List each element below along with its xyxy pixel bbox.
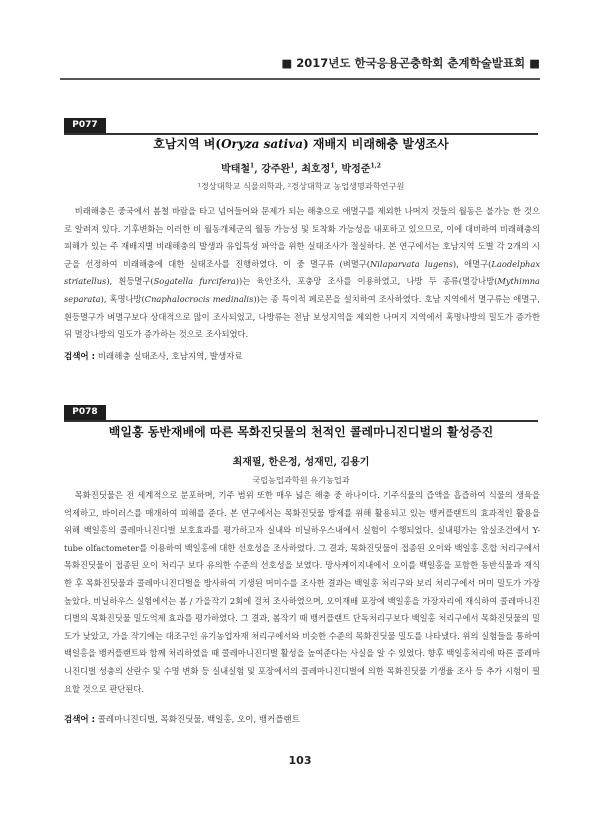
abstract-title: 호남지역 벼(Oryza sativa) 재배지 비래해충 발생조사 [153,137,449,151]
keywords-label: 검색어 : [64,352,95,362]
author-name: 성재민 [304,457,334,468]
species-name: Nilaparvata lugens [370,258,453,269]
abstract-title: 백일홍 동반재배에 따른 목화진딧물의 천적인 콜레마니진디벌의 활성증진 [108,425,494,439]
author-affiliation-mark: 1 [250,162,255,170]
text-run: ), 흰등멸구( [106,276,154,287]
author-name: 김용기 [340,457,370,468]
author-name: 박정준 [341,164,371,175]
author-affiliation-mark: 1 [330,162,335,170]
keywords-text: 콜레마니진디벌, 목화진딧물, 백일홍, 오이, 뱅커플랜트 [97,715,300,725]
species-name: Laodelphax striatellus [64,258,541,287]
affiliation: 국립농업과학원 유기농업과 [252,475,350,485]
keywords-text: 비래해충 실태조사, 호남지역, 발생자료 [97,352,243,362]
text-run: 목화진딧물은 전 세계적으로 분포하며, 기주 범위 또한 매우 넓은 해충 중 하나이다. 기주식물의 즙액을 흡즙하여 식물의 생육을 억제하고, 바이러스를 매개하여 피해를 준다. 본 연구에서는 목화진딧물 방제를 위해 활용되고 있는 뱅커플랜트의 효과적인 활용을 위해 백일홍의 콜레마니진디벌 보호효과를 평가하고자 실내와 비닐하우스내에서 실험이 수행되었다. 실내평가는 암실조건에서 Y- tube olfactometer를 이용하여 백일홍에 대한 선호성을 조사하였다. 그 결과, 목화진딧물이 접종된 오이와 백일홍 혼합 처리구에서 목화진딧물이 접종된 오이 처리구 보다 유의한 수준의 선호성을 보였다. 망사케이지내에서 오이를 백일홍을 포함한 동반식물과 재식한 후 목화진딧물과 콜레마니진디벌을 방사하여 기생된 머미수를 조사한 결과는 백일홍 처리구와 보리 처리구에서 머미 밀도가 가장 높았다. 비닐하우스 실험에서는 봄 / 가을작기 2회에 걸쳐 조사하였으며, 오이재배 포장에 백일홍을 가장자리에 재식하여 콜레마니진디벌의 목화진딧물 밀도억제 효과를 평가하였다. 그 결과, 봄작기 때 뱅커플랜트 단독처리구보다 백일홍 처리구에서 목화진딧물의 밀도가 낮았고, 가을 작기에는 대조구인 유기농업자재 처리구에서와 비슷한 수준의 목화진딧물 밀도를 나타냈다. 위의 실험들을 통하여 백일홍을 뱅커플랜트와 함께 처리하였을 때 콜레마니진디벌 활성을 높여준다는 사실을 알 수 있었다. 향후 백일홍처리에 따른 콜레마니진디벌 성충의 산란수 및 수명 변화 등 실내실험 및 포장에서의 콜레마니진디벌에 의한 목화진딧물 기생율 조사 등 추가 시험이 필요할 것으로 판단된다. [64,490,540,694]
page-number: 103 [288,754,312,767]
author-name: 최호정 [301,164,331,175]
author-affiliation-mark: 1,2 [370,162,381,170]
species-name: Cnaphalocrocis medinalis [144,293,254,304]
keywords-label: 검색어 : [64,715,95,725]
text-run: ), 혹명나방( [100,293,145,304]
text-run: 비래해충은 중국에서 봄철 바람을 타고 넘어들어와 문제가 되는 해충으로 애멸구를 제외한 나머지 것들의 월동은 불가능 한 것으로 알려져 있다. 기후변화는 이러한 비 월동개체군의 월동 가능성 및 토착화 가능성을 내포하고 있으므로, 이에 대비하여 비래해충의 피해가 있는 주 재배지별 비래해충의 발생과 유입특성 파악을 위한 실태조사가 절실하다. 본 연구에서는 호남지역 도별 각 2개의 시군을 선정하여 비래해충에 대한 실태조사를 진행하였다. 이 중 멸구류 (벼멸구( [64,206,540,269]
page-header: ■ 2017년도 한국응용곤충학회 춘계학술발표회 ■ [60,50,540,80]
author-name: 최재필 [232,457,262,468]
abstract-id-badge: P078 [64,405,106,420]
species-name: Sogatella furcifera [153,276,236,287]
author-name: 한은정 [268,457,298,468]
abstract-body [64,203,540,344]
author-list: 최재필, 한은정, 성재민, 김용기 [232,457,370,468]
keywords [64,713,540,727]
affiliation: ¹경상대학교 식물의학과, ²경상대학교 농업생명과학연구원 [197,181,405,191]
text-run: ), 애멸구( [452,258,492,269]
author-name: 강주완 [261,164,291,175]
author-affiliation-mark: 1 [290,162,295,170]
author-list: 박태철$^1$, 강주완$^1$, 최호정$^1$, 박정준$^{1,2}$ [221,162,381,175]
section-divider [64,420,538,422]
keywords [64,350,540,364]
author-name: 박태철 [221,164,251,175]
text-run: ))는 육안조사, 포충망 조사를 이용하였고, 나방 두 종류(멸강나방( [235,276,498,287]
abstract-body [64,487,540,698]
species-name: Mythimna separata [64,276,540,304]
text-run: ))는 종 특이적 페로몬을 설치하여 조사하였다. 호남 지역에서 멸구류는 애멸구, 흰등멸구가 벼멸구보다 상대적으로 많이 조사되었고, 나방류는 전남 보성지역을 제외한 나머지 지역에서 혹명나방의 밀도가 증가한 뒤 멸강나방의 밀도가 증가하는 것으로 조사되었다. [64,293,540,340]
abstract-id-badge: P077 [64,118,106,133]
